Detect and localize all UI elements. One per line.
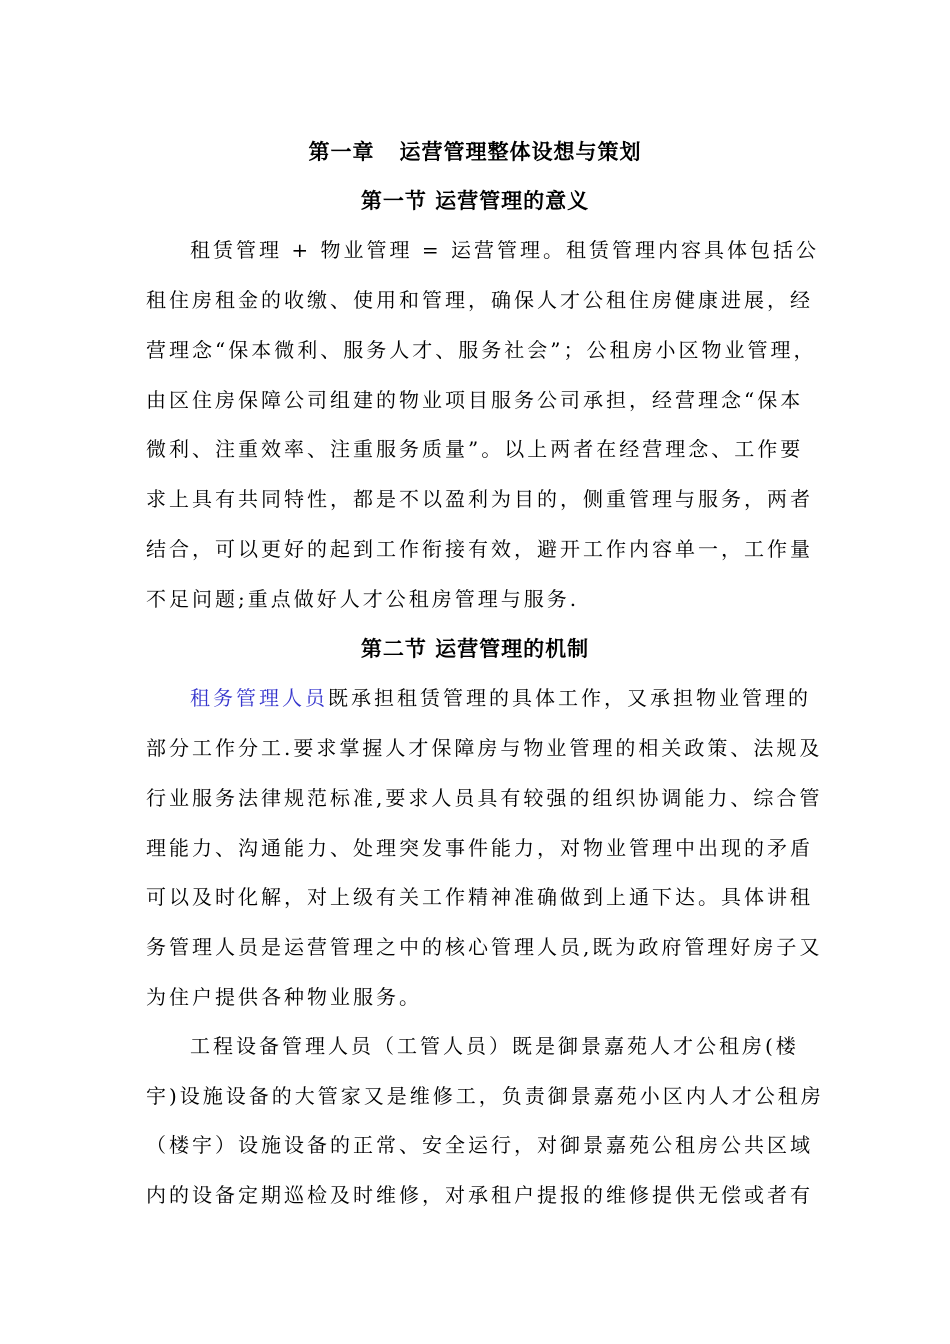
section-2-line-text: 既承担租赁管理的具体工作，又承担物业管理的 bbox=[328, 686, 811, 710]
chapter-title: 第一章 运营管理整体设想与策划 bbox=[308, 140, 642, 164]
section-1-line: 租赁管理 + 物业管理 = 运营管理。租赁管理内容具体包括公 bbox=[190, 238, 819, 262]
section-2-para-2-line: 工程设备管理人员（工管人员）既是御景嘉苑人才公租房(楼 bbox=[190, 1034, 799, 1058]
section-2-line: 为住户提供各种物业服务。 bbox=[146, 985, 422, 1009]
section-1-line: 由区住房保障公司组建的物业项目服务公司承担，经营理念“保本 bbox=[146, 388, 804, 412]
section-2-para-2-line: 内的设备定期巡检及时维修，对承租户提报的维修提供无偿或者有 bbox=[146, 1183, 813, 1207]
section-1-line: 求上具有共同特性，都是不以盈利为目的，侧重管理与服务，两者 bbox=[146, 487, 813, 511]
section-1-line: 结合，可以更好的起到工作衔接有效，避开工作内容单一，工作量 bbox=[146, 537, 813, 561]
section-2-para-1-first-line bbox=[190, 684, 811, 712]
rental-staff-link[interactable]: 租务管理人员 bbox=[190, 686, 328, 710]
section-2-para-2-line: 宇)设施设备的大管家又是维修工，负责御景嘉苑小区内人才公租房 bbox=[146, 1084, 824, 1108]
section-2-line: 务管理人员是运营管理之中的核心管理人员,既为政府管理好房子又 bbox=[146, 935, 823, 959]
section-2-line: 部分工作分工.要求掌握人才保障房与物业管理的相关政策、法规及 bbox=[146, 736, 823, 760]
section-1-line: 营理念“保本微利、服务人才、服务社会”；公租房小区物业管理， bbox=[146, 338, 817, 362]
section-1-line: 不足问题;重点做好人才公租房管理与服务. bbox=[146, 587, 580, 611]
section-2-line: 可以及时化解，对上级有关工作精神准确做到上通下达。具体讲租 bbox=[146, 885, 813, 909]
section-2-line: 理能力、沟通能力、处理突发事件能力，对物业管理中出现的矛盾 bbox=[146, 836, 813, 860]
section-2-line: 行业服务法律规范标准,要求人员具有较强的组织协调能力、综合管 bbox=[146, 786, 823, 810]
section-1-line: 微利、注重效率、注重服务质量”。以上两者在经营理念、工作要 bbox=[146, 437, 804, 461]
section-1-title: 第一节 运营管理的意义 bbox=[360, 189, 590, 213]
section-2-title: 第二节 运营管理的机制 bbox=[360, 637, 590, 661]
section-1-line: 租住房租金的收缴、使用和管理，确保人才公租住房健康进展，经 bbox=[146, 288, 813, 312]
section-2-para-2-line: （楼宇）设施设备的正常、安全运行，对御景嘉苑公租房公共区域 bbox=[146, 1133, 813, 1157]
